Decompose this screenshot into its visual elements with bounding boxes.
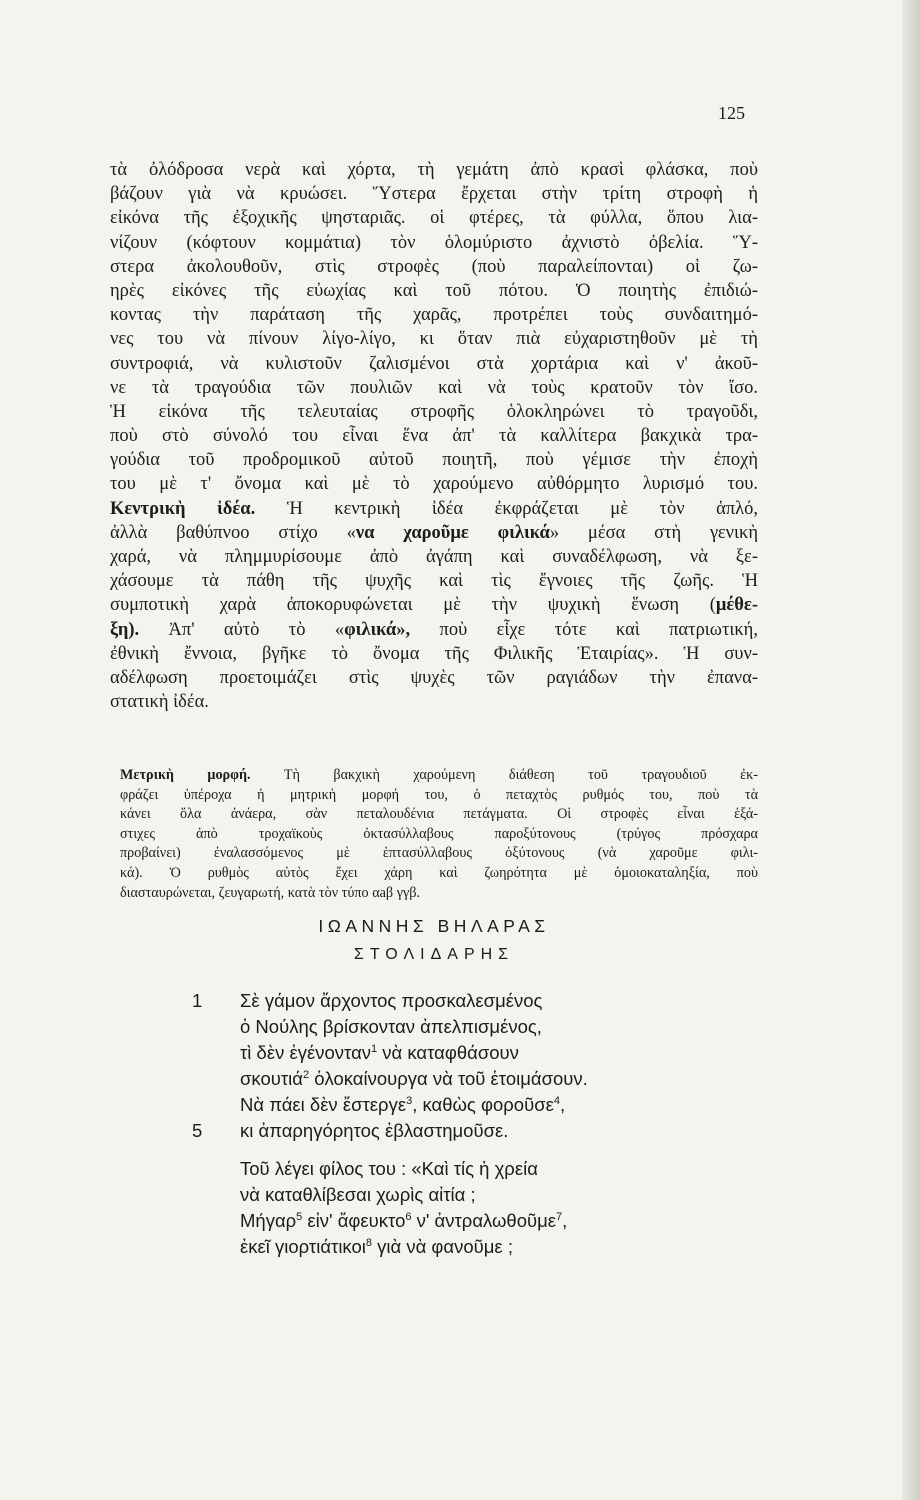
metrical-line: Μετρικὴ μορφή. Τὴ βακχικὴ χαρούμενη διάθεση τοῦ τραγουδιοῦ ἐκ-: [120, 767, 758, 783]
verse-line: σκουτιά$^2$ ὁλοκαίνουργα νὰ τοῦ ἑτοιμάσουν.: [240, 1068, 588, 1089]
line-number: 5: [192, 1120, 203, 1141]
metrical-form-note: [120, 766, 758, 903]
text-line: βάζουν γιὰ νὰ κρυώσει. Ὕστερα ἔρχεται στὴν τρίτη στροφὴ ἡ: [110, 184, 758, 205]
footnote-ref: 7: [556, 1211, 563, 1223]
poem-title: ΣΤΟΛΙΔΑΡΗΣ: [353, 946, 515, 963]
text-line: Ἡ εἰκόνα τῆς τελευταίας στροφῆς ὁλοκληρώνει τὸ τραγοῦδι,: [110, 401, 758, 422]
text-line: του μὲ τ' ὄνομα καὶ μὲ τὸ χαρούμενο αὐθόρμητο λυρισμό του.: [110, 474, 758, 495]
footnote-ref: 5: [296, 1211, 303, 1223]
footnote-ref: 2: [302, 1069, 310, 1081]
central-idea-line: χάσουμε τὰ πάθη τῆς ψυχῆς καὶ τὶς ἔγνοιες τῆς ζωῆς. Ἡ: [110, 571, 758, 592]
page-number: 125: [718, 103, 745, 123]
commentary-text: [110, 158, 758, 714]
central-idea-line: χαρά, νὰ πλημμυρίσουμε ἀπὸ ἀγάπη καὶ συναδέλφωση, νὰ ξε-: [110, 547, 758, 567]
central-phrase: να χαροῦμε φιλικά: [355, 522, 550, 543]
central-idea-line: συμποτικὴ χαρὰ ἀποκορυφώνεται μὲ τὴν ψυχικὴ ἕνωση (μέθε-: [110, 595, 758, 616]
text-line: ηρὲς εἰκόνες τῆς εὐωχίας καὶ τοῦ πότου. Ὁ ποιητὴς ἐπιδιώ-: [110, 280, 758, 301]
text-line: κοντας τὴν παράταση τῆς χαρᾶς, προτρέπει τοὺς συνδαιτημό-: [110, 305, 758, 326]
central-idea-line: στατικὴ ἰδέα.: [110, 692, 209, 713]
metrical-line: κάνει ὅλα ἀνάερα, σὰν πεταλουδένια πετάγματα. Οἱ στροφὲς εἶναι ἑξά-: [120, 806, 758, 823]
text-line: γούδια τοῦ προδρομικοῦ αὐτοῦ ποιητῆ, ποὺ γέμισε τὴν ἐποχὴ: [110, 450, 758, 471]
line-number: 1: [192, 990, 203, 1011]
footnote-ref: 8: [365, 1237, 372, 1249]
text-line: τὰ ὀλόδροσα νερὰ καὶ χόρτα, τὴ γεμάτη ἀπὸ κρασὶ φλάσκα, ποὺ: [110, 160, 758, 180]
text-line: νε τὰ τραγούδια τῶν πουλιῶν καὶ νὰ τοὺς κρατοῦν τὸν ἴσο.: [110, 377, 758, 398]
verse-line: ἐκεῖ γιορτιάτικοι$^8$ γιὰ νὰ φανοῦμε ;: [240, 1236, 513, 1257]
text-line: νες του νὰ πίνουν λίγο-λίγο, κι ὅταν πιὰ εὐχαριστηθοῦν μὲ τὴ: [110, 329, 758, 350]
metrical-heading: Μετρικὴ μορφή.: [120, 767, 251, 783]
text-line: εἰκόνα τῆς ἐξοχικῆς ψησταριᾶς. οἱ φτέρες, τὰ φύλλα, ὅπου λια-: [110, 208, 758, 229]
footnote-ref: 1: [371, 1043, 378, 1055]
verse-line: Τοῦ λέγει φίλος του : «Καὶ τίς ἡ χρεία: [240, 1158, 538, 1179]
central-idea-line: Κεντρικὴ ἰδέα. Ἡ κεντρικὴ ἰδέα ἐκφράζεται μὲ τὸν ἁπλό,: [110, 498, 758, 519]
footnote-ref: 4: [553, 1095, 560, 1107]
text-line: νίζουν (κόφτουν κομμάτια) τὸν ὁλομύριστο ἀχνιστὸ ὀβελία. Ὕ-: [110, 232, 758, 253]
metrical-line: στιχες ἀπὸ τροχαϊκοὺς ὀκτασύλλαβους παροξύτονους (τρύγος πρόσχαρα: [120, 825, 758, 842]
text-line: ποὺ στὸ σύνολό του εἶναι ἕνα ἀπ' τὰ καλλίτερα βακχικὰ τρα-: [110, 426, 758, 447]
text-line: στερα ἀκολουθοῦν, στὶς στροφὲς (ποὺ παραλείπονται) οἱ ζω-: [110, 256, 758, 277]
metrical-line: διασταυρώνεται, ζευγαρωτή, κατὰ τὸν τύπο αaβ γγβ.: [120, 884, 420, 901]
metrical-line: φράζει ὑπέροχα ἡ μητρικὴ μορφή του, ὁ πεταχτὸς ρυθμός του, ποὺ τὰ: [120, 786, 758, 803]
verse-line: τὶ δὲν ἐγένονταν$^1$ νὰ καταφθάσουν: [240, 1042, 519, 1063]
central-idea-line: ἐθνικὴ ἔννοια, βγῆκε τὸ ὄνομα τῆς Φιλικῆς Ἑταιρίας». Ἡ συν-: [110, 643, 758, 664]
page-edge-shadow: [902, 0, 920, 1500]
central-idea-line: ξη). Ἀπ' αὐτὸ τὸ «φιλικά», ποὺ εἶχε τότε καὶ πατριωτική,: [110, 619, 758, 640]
central-idea-line: ἀλλὰ βαθύπνοο στίχο «να χαροῦμε φιλικά» μέσα στὴ γενικὴ: [110, 522, 758, 543]
footnote-ref: 6: [405, 1211, 412, 1223]
central-idea-heading: Κεντρικὴ ἰδέα.: [110, 498, 256, 519]
author-name: ΙΩΑΝΝΗΣ ΒΗΛΑΡΑΣ: [318, 916, 550, 936]
verse-line: νὰ καταθλίβεσαι χωρὶς αἰτία ;: [240, 1184, 476, 1205]
central-idea-line: αδέλφωση προετοιμάζει στὶς ψυχὲς τῶν ραγιάδων τὴν ἐπανα-: [110, 667, 758, 688]
text-line: συντροφιά, νὰ κυλιστοῦν ζαλισμένοι στὰ χορτάρια καὶ ν' ἀκοῦ-: [110, 353, 758, 374]
footnote-ref: 3: [406, 1095, 413, 1107]
verse-line: κι ἀπαρηγόρητος ἐβλαστημοῦσε.: [240, 1120, 509, 1141]
verse-line: Μήγαρ$^5$ εἰν' ἄφευκτο$^6$ ν' ἀντραλωθοῦμε$^7$,: [240, 1210, 568, 1231]
metrical-line: κά). Ὁ ρυθμὸς αὐτὸς ἔχει χάρη καὶ ζωηρότητα μὲ ὁμοιοκαταληξία, ποὺ: [120, 864, 758, 881]
verse-line: ὁ Νούλης βρίσκονταν ἀπελπισμένος,: [240, 1016, 542, 1037]
metrical-line: προβαίνει) ἐναλασσόμενος μὲ ἑπτασύλλαβους ὀξύτονους (νὰ χαροῦμε φιλι-: [120, 845, 758, 862]
verse-line: Νὰ πάει δὲν ἔστεργε$^3$, καθὼς φοροῦσε$^4$,: [240, 1094, 566, 1115]
verse-line: Σὲ γάμον ἄρχοντος προσκαλεσμένος: [240, 990, 543, 1011]
